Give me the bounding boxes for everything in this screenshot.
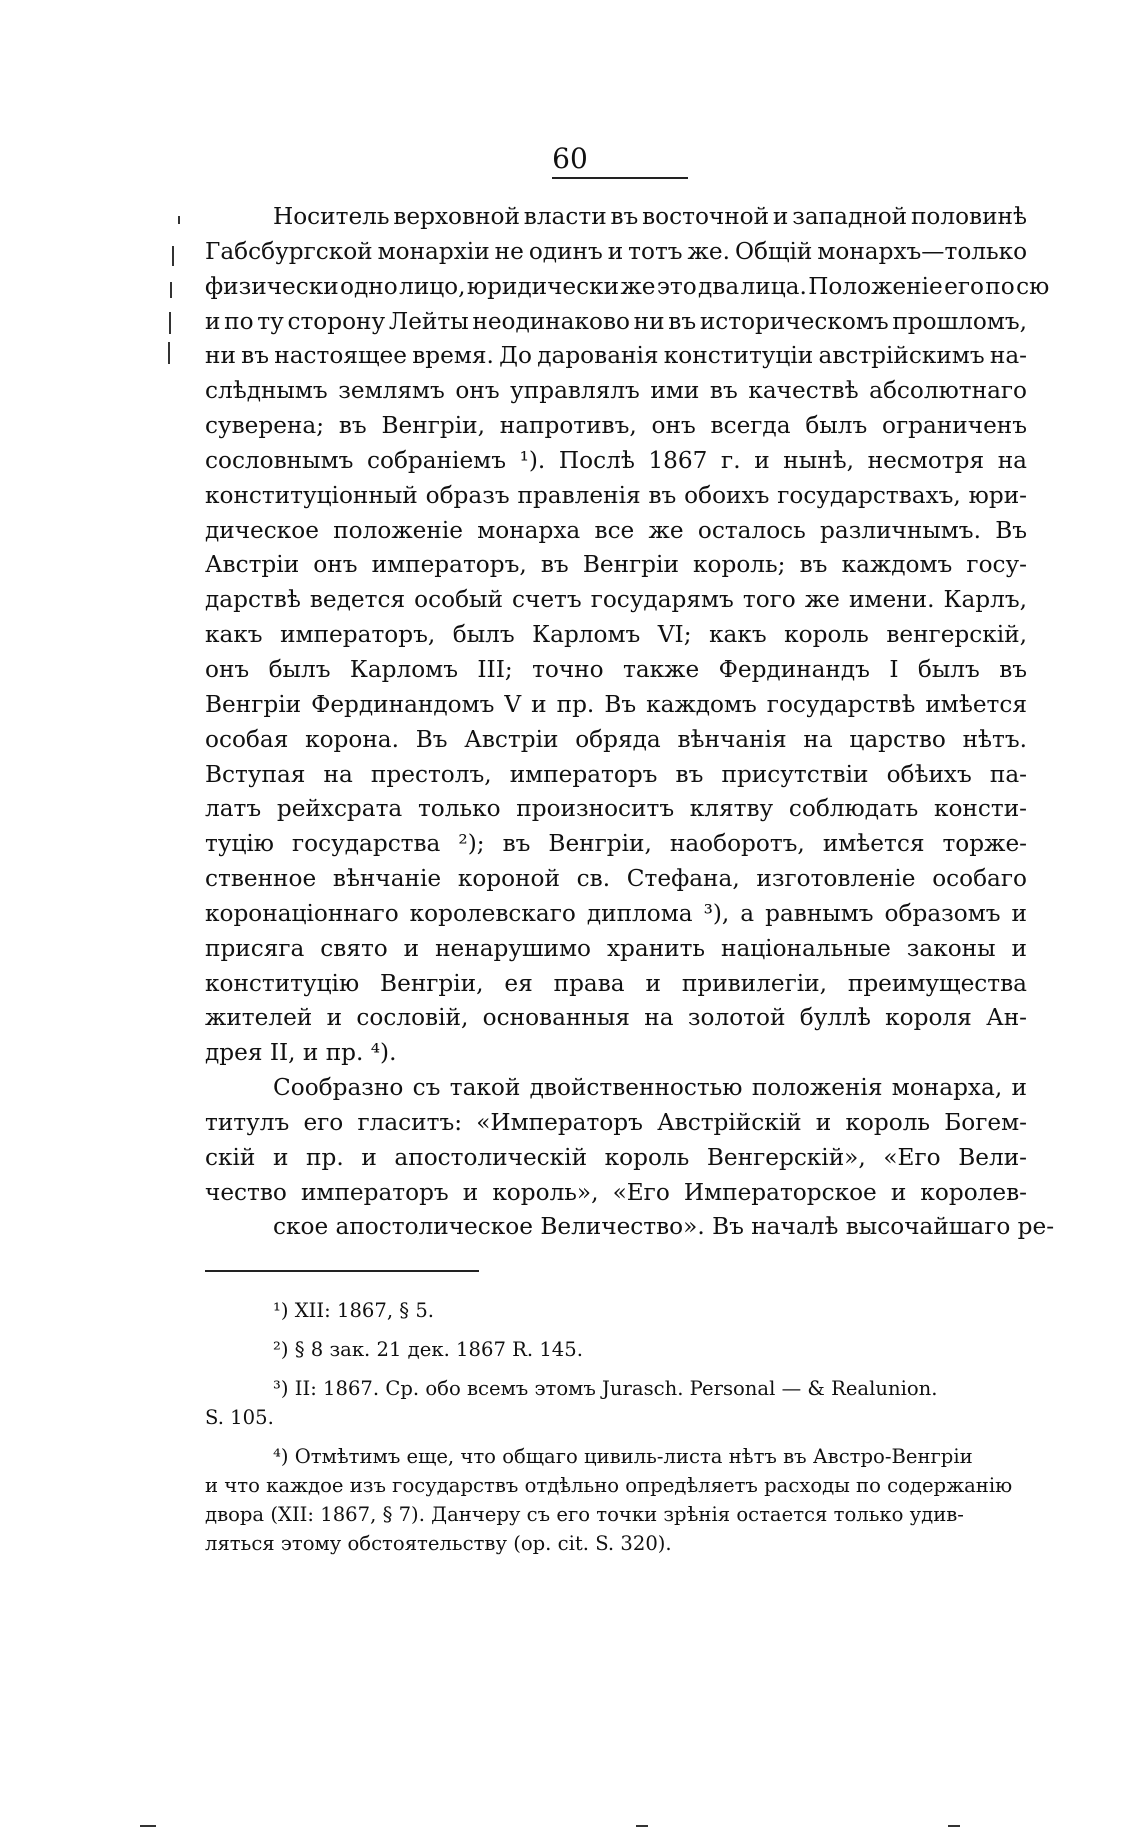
margin-mark — [170, 282, 172, 298]
footnote — [205, 1296, 1027, 1325]
text-line: титулъ его гласитъ: «Императоръ Австрійскій и король Богем- — [205, 1108, 1027, 1136]
footnote — [205, 1374, 1027, 1432]
page-number-rule — [552, 177, 688, 179]
page-bottom-mark — [636, 1825, 648, 1827]
text-line: Носитель верховной власти въ восточной и западной половинѣ — [273, 203, 1027, 230]
footnote-line: ¹) XII: 1867, § 5. — [273, 1299, 435, 1322]
text-line: Венгріи Фердинандомъ V и пр. Въ каждомъ государствѣ имѣется — [205, 690, 1027, 718]
text-line: дическое положеніе монарха все же осталось различнымъ. Въ — [205, 516, 1027, 544]
text-line: латъ рейхсрата только произноситъ клятву соблюдать консти- — [205, 795, 1027, 823]
text-line: слѣднымъ землямъ онъ управлялъ ими въ качествѣ абсолютнаго — [205, 377, 1027, 405]
body-text — [205, 200, 1055, 1245]
text-line: ственное вѣнчаніе короной св. Стефана, изготовленіе особаго — [205, 865, 1027, 893]
text-line: физически одно лицо, юридически же это два лица. Положеніе его по сю — [205, 272, 1050, 300]
text-line: Австріи онъ императоръ, въ Венгріи король; въ каждомъ госу- — [205, 551, 1027, 579]
footnote-line: ⁴) Отмѣтимъ еще, что общаго цивиль-листа нѣтъ въ Австро-Венгріи — [273, 1445, 973, 1468]
footnote-line: S. 105. — [205, 1406, 274, 1429]
footnote — [205, 1335, 1027, 1364]
footnote-rule — [205, 1270, 479, 1272]
page-bottom-mark — [140, 1825, 156, 1827]
text-line: онъ былъ Карломъ III; точно также Фердинандъ I былъ въ — [205, 655, 1027, 683]
text-line: и по ту сторону Лейты неодинаково ни въ историческомъ прошломъ, — [205, 307, 1027, 335]
text-line: суверена; въ Венгріи, напротивъ, онъ всегда былъ ограниченъ — [205, 412, 1027, 440]
text-line: туцію государства ²); въ Венгріи, наоборотъ, имѣется торже- — [205, 830, 1027, 858]
text-line: Вступая на престолъ, императоръ въ присутствіи обѣихъ па- — [205, 760, 1027, 788]
text-line: какъ императоръ, былъ Карломъ VI; какъ король венгерскій, — [205, 621, 1027, 649]
text-line: конституцію Венгріи, ея права и привилегіи, преимущества — [205, 969, 1027, 997]
text-line: коронаціоннаго королевскаго диплома ³), а равнымъ образомъ и — [205, 899, 1027, 927]
paragraph — [205, 1071, 1055, 1245]
text-line: дарствѣ ведется особый счетъ государямъ того же имени. Карлъ, — [205, 586, 1027, 614]
margin-mark — [169, 312, 171, 334]
paragraph — [205, 200, 1050, 1071]
footnote-line: двора (XII: 1867, § 7). Данчеру съ его точки зрѣнія остается только удив- — [205, 1503, 964, 1526]
text-line: Габсбургской монархіи не одинъ и тотъ же. Общій монархъ—только — [205, 237, 1028, 265]
margin-mark — [172, 246, 174, 266]
text-line: Сообразно съ такой двойственностью положенія монарха, и — [273, 1074, 1027, 1102]
text-line: дрея II, и пр. ⁴). — [205, 1039, 397, 1067]
text-line: жителей и сословій, основанныя на золотой буллѣ короля Ан- — [205, 1004, 1027, 1032]
text-line: конституціонный образъ правленія въ обоихъ государствахъ, юри- — [205, 481, 1027, 509]
text-line: ни въ настоящее время. До дарованія конституціи австрійскимъ на- — [205, 342, 1027, 370]
text-line: присяга свято и ненарушимо хранить національные законы и — [205, 934, 1027, 962]
text-line: ское апостолическое Величество». Въ началѣ высочайшаго ре- — [273, 1213, 1055, 1241]
text-line: особая корона. Въ Австріи обряда вѣнчанія на царство нѣтъ. — [205, 725, 1027, 753]
page-number: 60 — [552, 142, 588, 175]
footnote-line: ³) II: 1867. Ср. обо всемъ этомъ Jurasch. Personal — & Realunion. — [273, 1377, 938, 1400]
text-line: чество императоръ и король», «Его Императорское и королев- — [205, 1178, 1027, 1206]
text-line: сословнымъ собраніемъ ¹). Послѣ 1867 г. и нынѣ, несмотря на — [205, 446, 1027, 474]
margin-mark — [178, 216, 180, 224]
footnotes — [205, 1296, 1027, 1568]
footnote-line: ляться этому обстоятельству (op. cit. S. 320). — [205, 1532, 672, 1555]
margin-mark — [168, 342, 170, 364]
page-bottom-mark — [948, 1825, 960, 1827]
footnote-line: и что каждое изъ государствъ отдѣльно опредѣляетъ расходы по содержанію — [205, 1474, 1013, 1497]
text-line: скій и пр. и апостолическій король Венгерскій», «Его Вели- — [205, 1143, 1027, 1171]
footnote-line: ²) § 8 зак. 21 дек. 1867 R. 145. — [273, 1338, 583, 1361]
footnote — [205, 1442, 1027, 1558]
